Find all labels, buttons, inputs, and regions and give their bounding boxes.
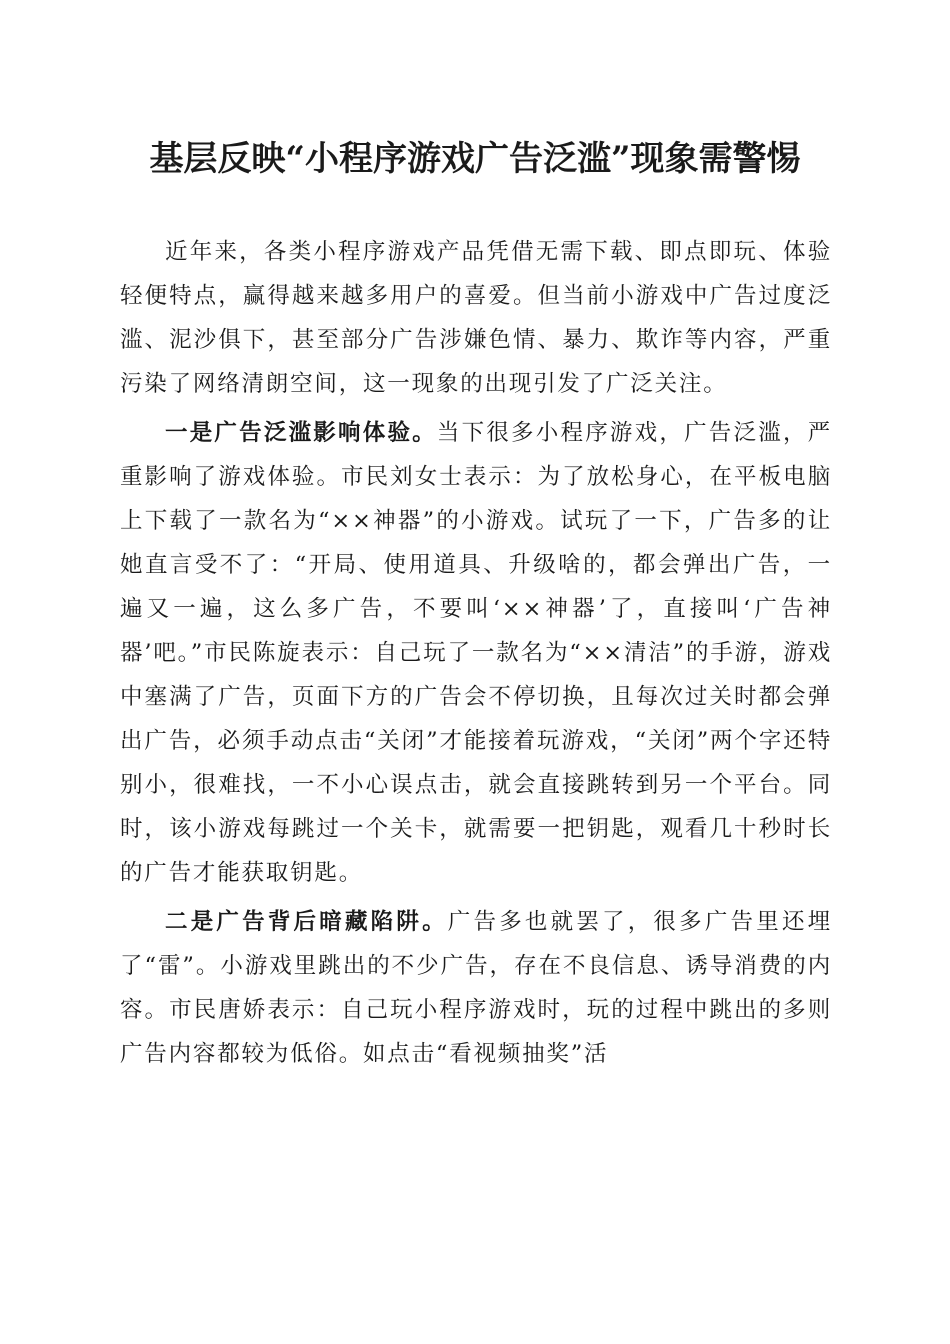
paragraph-text: 近年来，各类小程序游戏产品凭借无需下载、即点即玩、体验轻便特点，赢得越来越多用户的喜爱。但当前小游戏中广告过度泛滥、泥沙俱下，甚至部分广告涉嫌色情、暴力、欺诈等内容，严重污染了网络清朗空间，这一现象的出现引发了广泛关注。 xyxy=(120,239,832,397)
paragraph-lead: 一是广告泛滥影响体验。 xyxy=(165,420,437,446)
paragraph-text: 广告多也就罢了，很多广告里还埋了“雷”。小游戏里跳出的不少广告，存在不良信息、诱导消费的内容。市民唐娇表示：自己玩小程序游戏时，玩的过程中跳出的多则广告内容都较为低俗。如点击“看视频抽奖”活 xyxy=(120,909,832,1067)
document-body xyxy=(120,230,832,1081)
paragraph-point-one xyxy=(120,411,832,895)
paragraph-lead: 二是广告背后暗藏陷阱。 xyxy=(165,909,448,935)
document-title: 基层反映“小程序游戏广告泛滥”现象需警惕 xyxy=(149,139,801,179)
paragraph-point-two xyxy=(120,900,832,1076)
paragraph-text: 当下很多小程序游戏，广告泛滥，严重影响了游戏体验。市民刘女士表示：为了放松身心，在平板电脑上下载了一款名为“××神器”的小游戏。试玩了一下，广告多的让她直言受不了：“开局、使用道具、升级啥的，都会弹出广告，一遍又一遍，这么多广告，不要叫‘××神器’了，直接叫‘广告神器’吧。”市民陈旋表示：自己玩了一款名为“××清洁”的手游，游戏中塞满了广告，页面下方的广告会不停切换，且每次过关时都会弹出广告，必须手动点击“关闭”才能接着玩游戏，“关闭”两个字还特别小，很难找，一不小心误点击，就会直接跳转到另一个平台。同时，该小游戏每跳过一个关卡，就需要一把钥匙，观看几十秒时长的广告才能获取钥匙。 xyxy=(120,420,832,886)
paragraph-intro xyxy=(120,230,832,406)
